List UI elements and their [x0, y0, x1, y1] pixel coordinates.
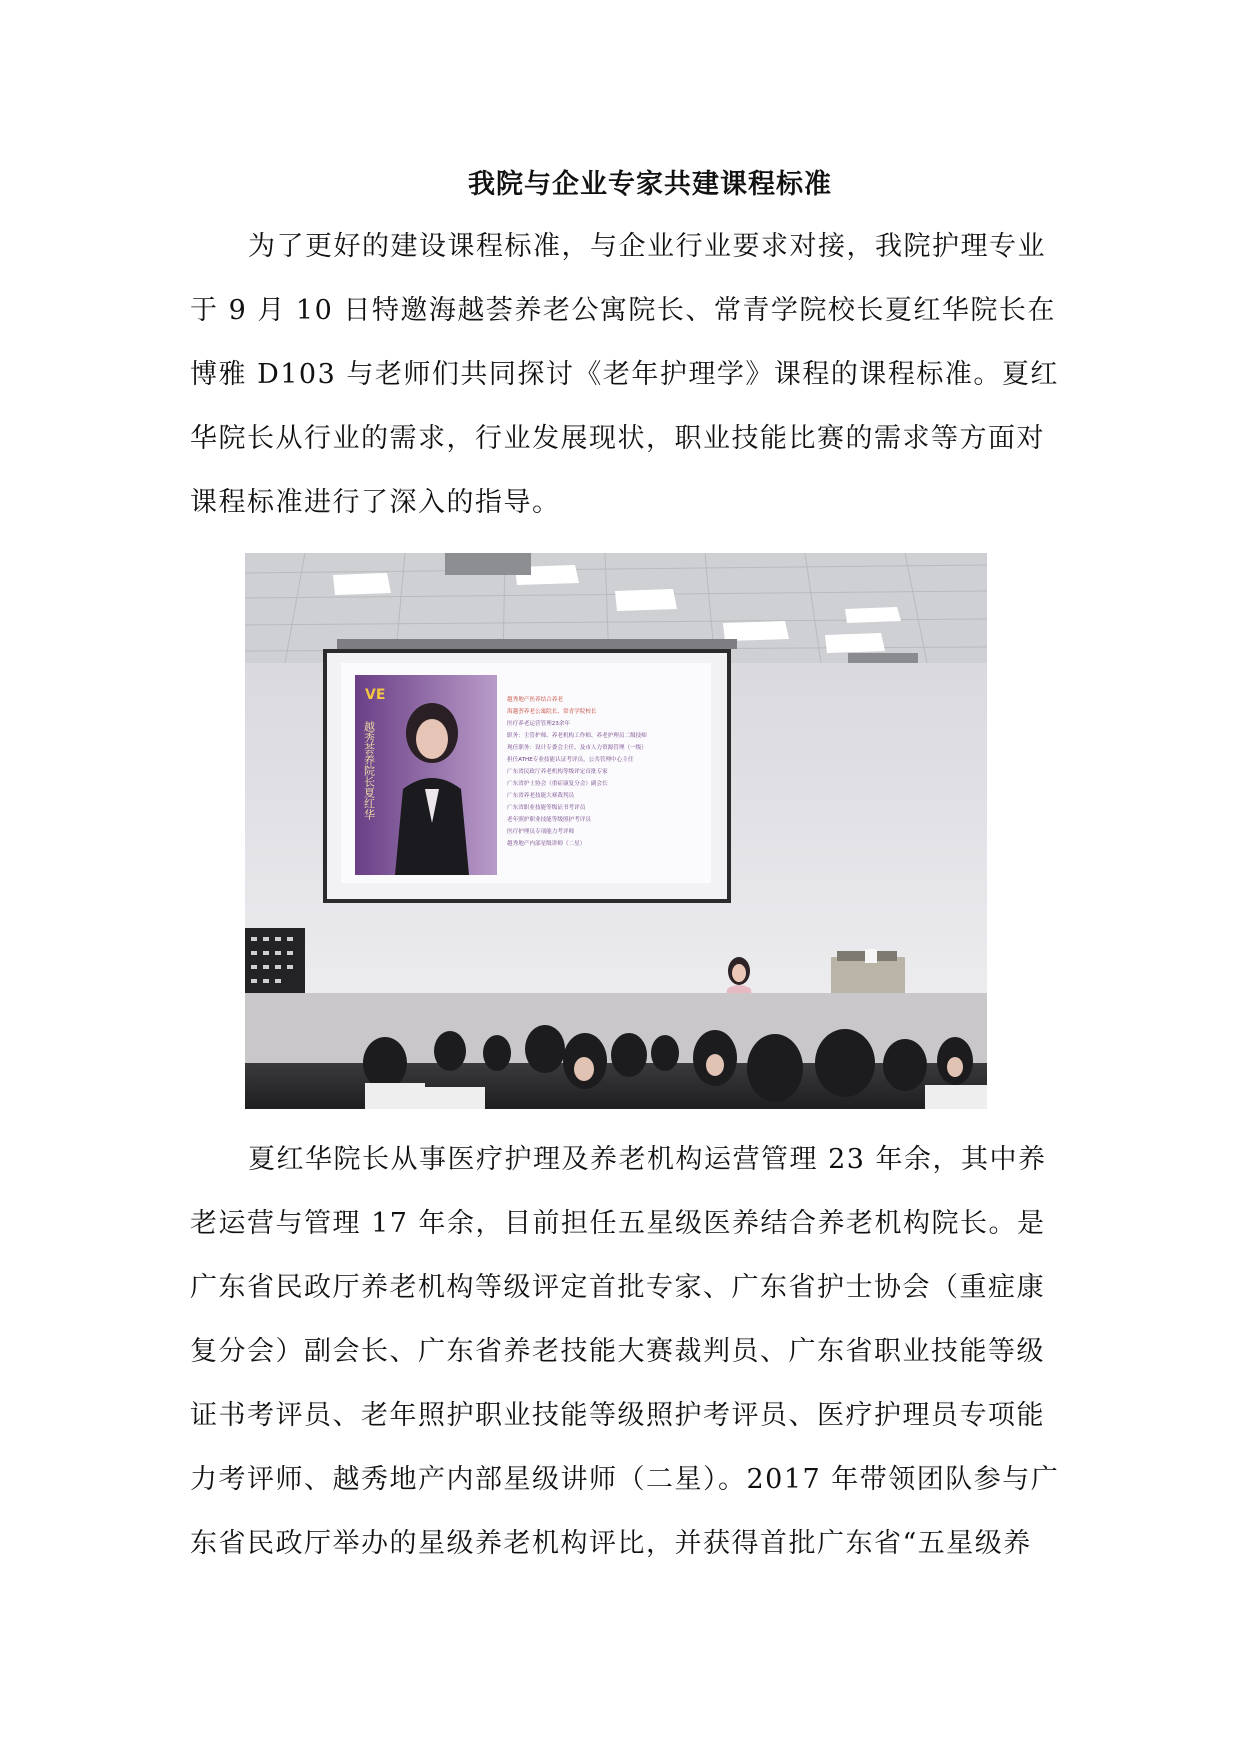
page-title: 我院与企业专家共建课程标准 [468, 169, 832, 200]
slide-line: 海越荟养老公寓院长、常青学院校长 [507, 709, 597, 715]
slide-line: 广东省养老技能大赛裁判员 [507, 793, 575, 799]
slide-line: 医疗养老运营管理23余年 [507, 721, 571, 727]
paragraph-line: 夏红华院长从事医疗护理及养老机构运营管理 23 年余，其中养 [248, 1144, 1047, 1175]
slide-line: 广东省民政厅养老机构等级评定首批专家 [507, 769, 608, 775]
slide-line: 老年照护职业技能等级照护考评员 [507, 817, 591, 823]
slide-line: 担任ATHE专业技能认证考评员，公共管理中心主任 [507, 757, 634, 763]
paragraph-line: 老运营与管理 17 年余，目前担任五星级医养结合养老机构院长。是 [190, 1208, 1046, 1239]
paragraph-line: 广东省民政厅养老机构等级评定首批专家、广东省护士协会（重症康 [190, 1272, 1045, 1303]
slide-line: 越秀地产内部星级讲师（二星） [507, 841, 586, 847]
slide-vertical-text: 越秀荟养院长夏红华 [362, 721, 376, 820]
paragraph-line: 于 9 月 10 日特邀海越荟养老公寓院长、常青学院校长夏红华院长在 [190, 295, 1056, 326]
slide-line: 职务：主管护师、养老机构工作师、养老护理员二级技师 [507, 733, 647, 739]
paragraph-line: 华院长从行业的需求，行业发展现状，职业技能比赛的需求等方面对 [190, 423, 1045, 454]
paragraph-line: 证书考评员、老年照护职业技能等级照护考评员、医疗护理员专项能 [190, 1400, 1045, 1431]
intro-paragraph [190, 215, 1060, 535]
slide-line: 现任职务：设计专委会主任、及市人力资源管理（一级） [507, 745, 647, 751]
paragraph-line: 课程标准进行了深入的指导。 [190, 487, 561, 518]
slide-line: 广东省护士协会（重症康复分会）副会长 [507, 781, 608, 787]
paragraph-line: 博雅 D103 与老师们共同探讨《老年护理学》课程的课程标准。夏红 [190, 359, 1059, 390]
paragraph-line: 东省民政厅举办的星级养老机构评比，并获得首批广东省“五星级养 [190, 1528, 1032, 1559]
slide-line: 越秀地产医养结合养老 [507, 697, 563, 703]
lecture-photo [245, 553, 987, 1109]
bio-paragraph [190, 1128, 1060, 1576]
lecture-photo-drawing [245, 553, 987, 1109]
slide-line: 医疗护理员专项能力考评师 [507, 829, 575, 835]
slide-logo: VE [365, 687, 386, 703]
paragraph-line: 为了更好的建设课程标准，与企业行业要求对接，我院护理专业 [248, 231, 1046, 262]
paragraph-line: 复分会）副会长、广东省养老技能大赛裁判员、广东省职业技能等级 [190, 1336, 1045, 1367]
paragraph-line: 力考评师、越秀地产内部星级讲师（二星）。2017 年带领团队参与广 [190, 1464, 1060, 1495]
slide-line: 广东省职业技能等级证书考评员 [507, 805, 586, 811]
